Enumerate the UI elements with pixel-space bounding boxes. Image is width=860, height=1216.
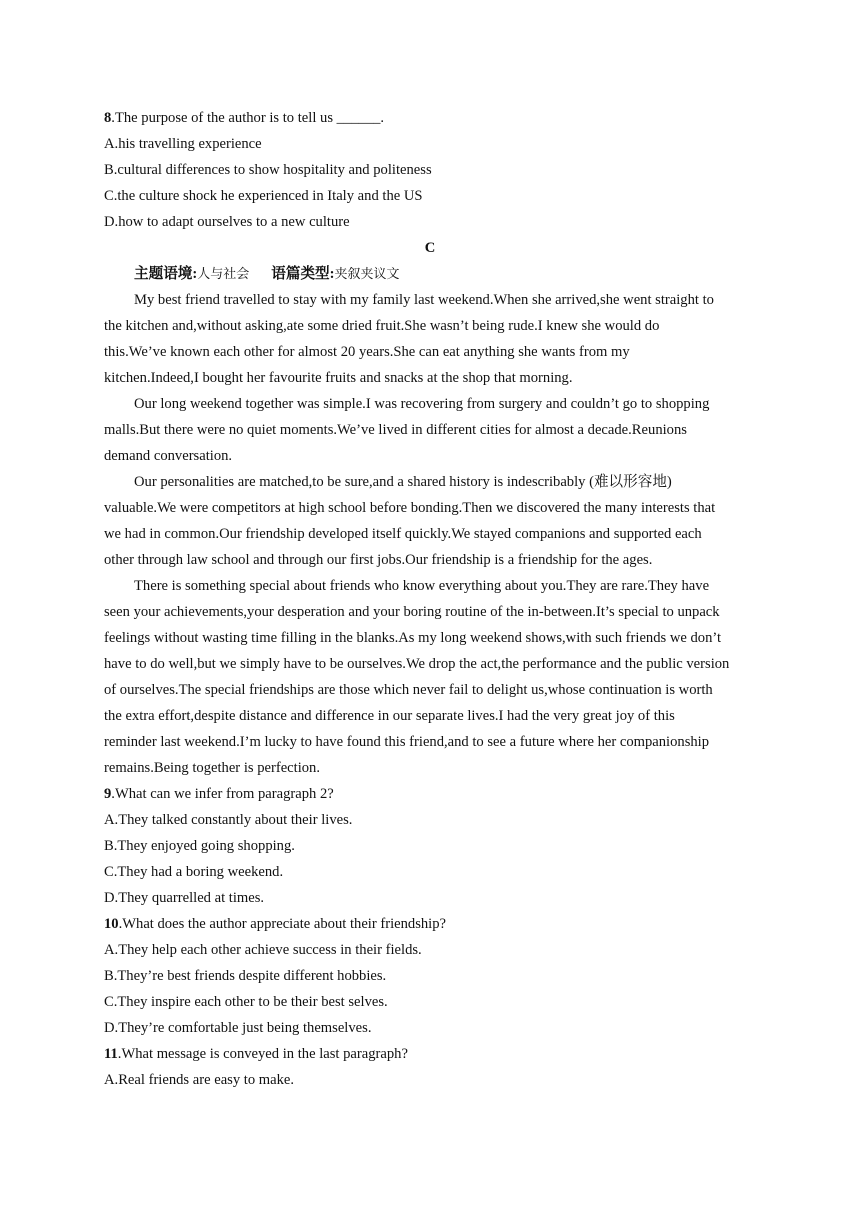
option-10d: D.They’re comfortable just being themselves.	[104, 1020, 372, 1036]
passage-line: reminder last weekend.I’m lucky to have found this friend,and to see a future where her companionship	[104, 734, 710, 750]
option-10a: A.They help each other achieve success in their fields.	[104, 942, 422, 958]
option-8a: A.his travelling experience	[104, 136, 262, 152]
question-11-stem	[104, 1041, 756, 1067]
passage-line: of ourselves.The special friendships are those which never fail to delight us,whose continuation is worth	[104, 682, 713, 698]
question-9-stem	[104, 781, 756, 807]
passage-line: Our personalities are matched,to be sure,and a shared history is indescribably (难以形容地)	[134, 474, 672, 490]
option-10c: C.They inspire each other to be their best selves.	[104, 994, 388, 1010]
passage-line: this.We’ve known each other for almost 20 years.She can eat anything she wants from my	[104, 344, 630, 360]
page-content	[104, 105, 756, 1093]
passage-line: malls.But there were no quiet moments.We’ve lived in different cities for almost a decade.Reunions	[104, 422, 687, 438]
passage-line: the extra effort,despite distance and difference in our separate lives.I had the very great joy of this	[104, 708, 675, 724]
question-number: 10	[104, 916, 119, 932]
option-8c: C.the culture shock he experienced in Italy and the US	[104, 188, 423, 204]
option-9b: B.They enjoyed going shopping.	[104, 838, 295, 854]
passage-line: valuable.We were competitors at high school before bonding.Then we discovered the many interests that	[104, 500, 716, 516]
passage-line: kitchen.Indeed,I bought her favourite fruits and snacks at the shop that morning.	[104, 370, 573, 386]
option-8b: B.cultural differences to show hospitality and politeness	[104, 162, 432, 178]
option-11a: A.Real friends are easy to make.	[104, 1072, 295, 1088]
question-text: .The purpose of the author is to tell us ______.	[111, 110, 385, 126]
question-8-stem	[104, 105, 756, 131]
question-text: .What message is conveyed in the last paragraph?	[117, 1046, 408, 1062]
question-10-stem	[104, 911, 756, 937]
passage-line: the kitchen and,without asking,ate some dried fruit.She wasn’t being rude.I knew she would do	[104, 318, 660, 334]
passage-line: demand conversation.	[104, 448, 233, 464]
theme-label: 主题语境:	[134, 266, 198, 282]
question-text: .What can we infer from paragraph 2?	[111, 786, 334, 802]
section-meta	[104, 261, 756, 287]
passage-line: There is something special about friends who know everything about you.They are rare.They have	[134, 578, 710, 594]
option-10b: B.They’re best friends despite different hobbies.	[104, 968, 387, 984]
passage-line: Our long weekend together was simple.I was recovering from surgery and couldn’t go to shopping	[134, 396, 710, 412]
option-9a: A.They talked constantly about their lives.	[104, 812, 353, 828]
question-number: 9	[104, 786, 112, 802]
option-8d: D.how to adapt ourselves to a new culture	[104, 214, 350, 230]
passage	[104, 287, 756, 781]
type-value: 夹叙夹议文	[334, 267, 400, 282]
type-label: 语篇类型:	[271, 266, 335, 282]
passage-line: My best friend travelled to stay with my family last weekend.When she arrived,she went straight to	[134, 292, 714, 308]
passage-line: have to do well,but we simply have to be ourselves.We drop the act,the performance and the public version	[104, 656, 730, 672]
question-text: .What does the author appreciate about their friendship?	[118, 916, 447, 932]
passage-line: remains.Being together is perfection.	[104, 760, 320, 776]
option-9d: D.They quarrelled at times.	[104, 890, 265, 906]
passage-line: we had in common.Our friendship developed itself quickly.We stayed companions and supported each	[104, 526, 702, 542]
section-letter: C	[424, 240, 436, 256]
question-number: 8	[104, 110, 112, 126]
passage-line: seen your achievements,your desperation and your boring routine of the in-between.It’s special to unpack	[104, 604, 720, 620]
theme-value: 人与社会	[197, 267, 250, 282]
question-number: 11	[104, 1046, 118, 1062]
passage-line: feelings without wasting time filling in the blanks.As my long weekend shows,with such friends we don’t	[104, 630, 722, 646]
passage-line: other through law school and through our first jobs.Our friendship is a friendship for the ages.	[104, 552, 653, 568]
option-9c: C.They had a boring weekend.	[104, 864, 284, 880]
